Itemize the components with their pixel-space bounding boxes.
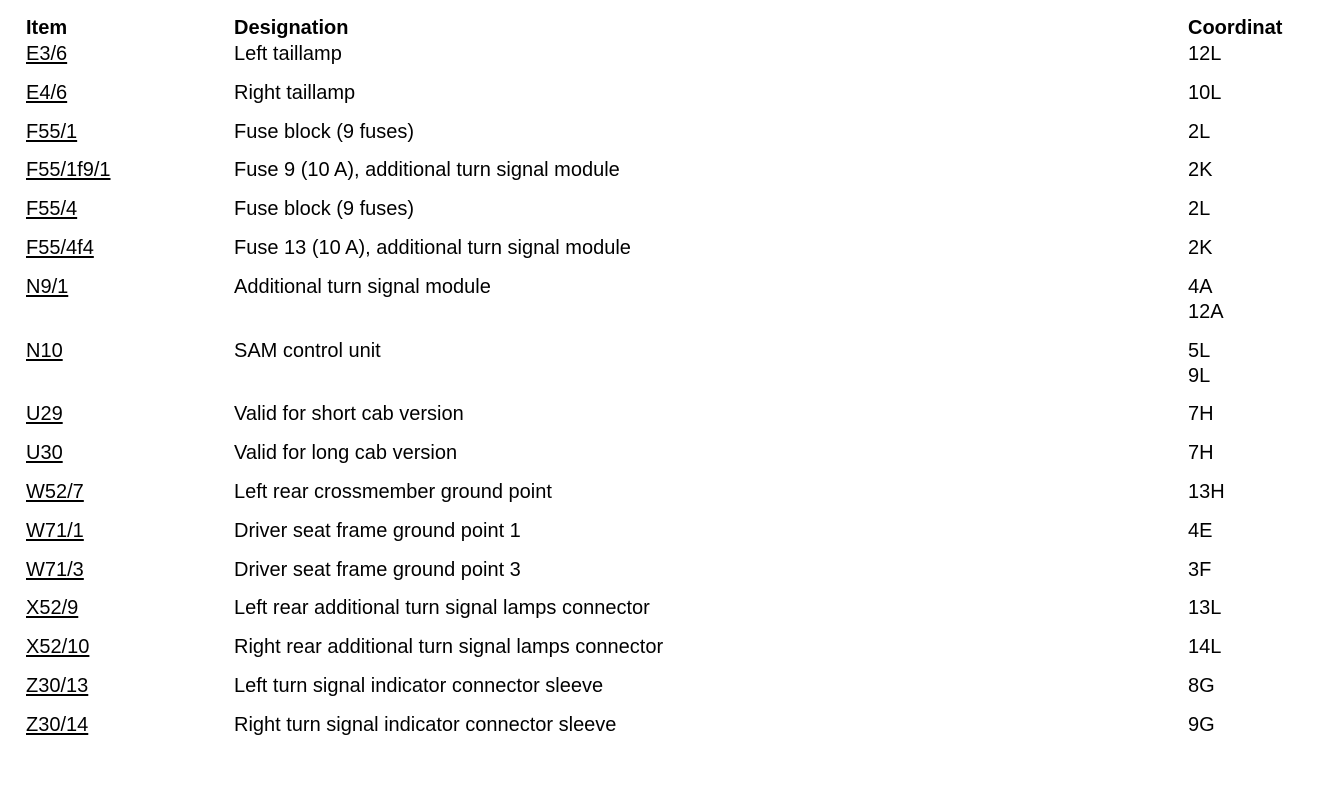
coordinate-value: 7H — [1188, 403, 1214, 426]
item-link[interactable]: F55/4f4 — [26, 236, 94, 259]
designation-text: Valid for short cab version — [234, 403, 464, 426]
coordinate-value: 2K — [1188, 159, 1213, 182]
coordinate-value: 2L — [1188, 120, 1211, 143]
coordinate-value: 4E — [1188, 519, 1213, 542]
table-row — [26, 339, 1296, 403]
item-link[interactable]: N9/1 — [26, 275, 69, 298]
item-link[interactable]: X52/10 — [26, 636, 90, 659]
header-designation: Designation — [234, 17, 349, 39]
coordinate-cell — [1188, 339, 1294, 389]
coordinate-cell — [1188, 158, 1294, 183]
header-coordinates: Coordinat — [1188, 17, 1283, 39]
item-link[interactable]: E3/6 — [26, 43, 68, 65]
item-link[interactable]: F55/4 — [26, 198, 78, 221]
coordinate-value: 7H — [1188, 442, 1214, 465]
item-link[interactable]: U30 — [26, 442, 63, 465]
designation-text: Right turn signal indicator connector sleeve — [234, 713, 617, 736]
item-link[interactable]: U29 — [26, 403, 63, 426]
coordinate-cell — [1188, 197, 1294, 222]
coordinate-value: 10L — [1188, 81, 1222, 104]
table-row — [26, 42, 1296, 81]
coordinate-cell — [1188, 402, 1294, 427]
coordinate-cell — [1188, 480, 1294, 505]
coordinate-value: 8G — [1188, 674, 1215, 697]
designation-text: Fuse 13 (10 A), additional turn signal module — [234, 236, 631, 259]
coordinate-cell — [1188, 519, 1294, 544]
coordinate-cell — [1188, 713, 1294, 738]
item-link[interactable]: W71/3 — [26, 558, 84, 581]
item-link[interactable]: Z30/14 — [26, 713, 89, 736]
coordinate-value: 2L — [1188, 198, 1211, 221]
designation-text: Driver seat frame ground point 1 — [234, 519, 521, 542]
coordinate-cell — [1188, 120, 1294, 145]
designation-text: Valid for long cab version — [234, 442, 458, 465]
header-item: Item — [26, 17, 68, 39]
coordinate-value: 12L — [1188, 43, 1222, 65]
table-header — [26, 14, 1296, 42]
coordinate-cell — [1188, 635, 1294, 660]
table-row — [26, 480, 1296, 519]
table-row — [26, 674, 1296, 713]
coordinate-value: 13L — [1188, 597, 1222, 620]
coordinate-cell — [1188, 42, 1294, 67]
coordinate-cell — [1188, 596, 1294, 621]
item-link[interactable]: X52/9 — [26, 597, 79, 620]
coordinate-value: 9G — [1188, 713, 1215, 736]
table-row — [26, 197, 1296, 236]
coordinate-value: 4A — [1188, 275, 1213, 298]
table-row — [26, 558, 1296, 597]
designation-text: Fuse block (9 fuses) — [234, 198, 415, 221]
coordinate-value: 5L — [1188, 339, 1211, 362]
coordinate-cell — [1188, 81, 1294, 106]
coordinate-cell — [1188, 558, 1294, 583]
table-row — [26, 635, 1296, 674]
table-row — [26, 275, 1296, 339]
coordinate-value: 3F — [1188, 558, 1212, 581]
item-link[interactable]: N10 — [26, 339, 63, 362]
table-row — [26, 519, 1296, 558]
table-row — [26, 81, 1296, 120]
coordinate-cell — [1188, 674, 1294, 699]
item-link[interactable]: W71/1 — [26, 519, 84, 542]
item-link[interactable]: E4/6 — [26, 81, 68, 104]
table-row — [26, 596, 1296, 635]
item-link[interactable]: Z30/13 — [26, 674, 89, 697]
designation-text: Driver seat frame ground point 3 — [234, 558, 521, 581]
coordinate-value: 9L — [1188, 364, 1211, 387]
designation-text: Left rear crossmember ground point — [234, 480, 552, 503]
table-row — [26, 120, 1296, 159]
coordinate-cell — [1188, 441, 1294, 466]
designation-text: Right taillamp — [234, 81, 356, 104]
designation-text: Right rear additional turn signal lamps connector — [234, 636, 664, 659]
coordinate-value: 2K — [1188, 236, 1213, 259]
coordinate-cell — [1188, 275, 1294, 325]
coordinate-value: 13H — [1188, 480, 1225, 503]
designation-text: Left taillamp — [234, 43, 342, 65]
item-link[interactable]: F55/1f9/1 — [26, 159, 111, 182]
designation-text: SAM control unit — [234, 339, 381, 362]
table-row — [26, 236, 1296, 275]
table-row — [26, 158, 1296, 197]
designation-text: Fuse block (9 fuses) — [234, 120, 415, 143]
designation-text: Additional turn signal module — [234, 275, 491, 298]
item-link[interactable]: F55/1 — [26, 120, 78, 143]
item-link[interactable]: W52/7 — [26, 480, 84, 503]
coordinate-value: 12A — [1188, 300, 1224, 323]
table-row — [26, 713, 1296, 752]
designation-text: Left rear additional turn signal lamps connector — [234, 597, 650, 620]
item-table — [26, 14, 1296, 752]
table-row — [26, 441, 1296, 480]
coordinate-value: 14L — [1188, 636, 1222, 659]
designation-text: Fuse 9 (10 A), additional turn signal module — [234, 159, 620, 182]
coordinate-cell — [1188, 236, 1294, 261]
designation-text: Left turn signal indicator connector sleeve — [234, 674, 604, 697]
table-row — [26, 402, 1296, 441]
table-body — [26, 42, 1296, 752]
